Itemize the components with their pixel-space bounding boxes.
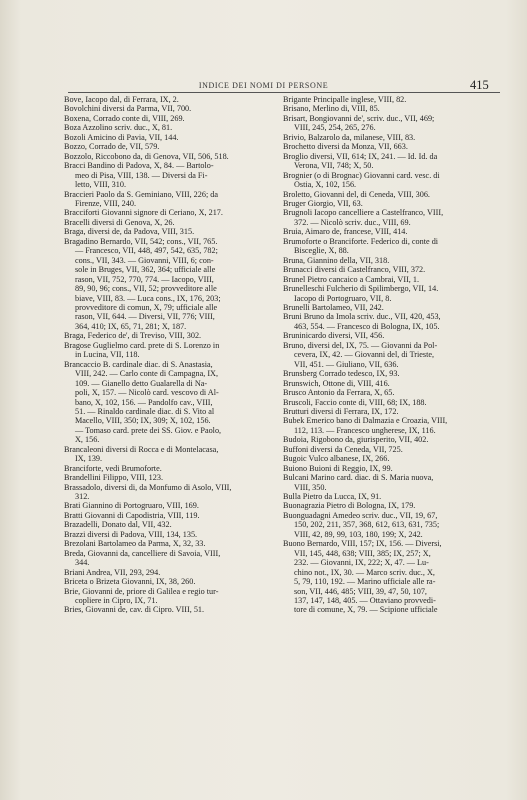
index-entry: Broglio diversi, VII, 614; IX, 241. — Id. Id. da Verona, VII, 748; X, 50.	[283, 151, 438, 171]
index-entry: Bulcani Marino card. diac. di S. Maria nuova, VIII, 350.	[283, 473, 434, 492]
index-column-right	[283, 95, 497, 615]
index-entry: Brazzi diversi di Padova, VIII, 134, 135.	[64, 529, 198, 539]
index-entry: Bracciforti Giovanni signore di Ceriano, X, 217.	[64, 208, 223, 218]
index-entry: Braccieri Paolo da S. Geminiano, VIII, 226; da Firenze, VIII, 240.	[64, 189, 219, 208]
index-entry: Bratti Giovanni di Capodistria, VIII, 119.	[64, 510, 200, 520]
index-entry: Bragose Guglielmo card. prete di S. Lorenzo in in Lucina, VII, 118.	[64, 340, 220, 360]
index-entry: Brognier (o di Brognac) Giovanni card. vesc. di Ostia, X, 102, 156.	[283, 170, 440, 190]
index-entry: Brunacci diversi di Castelfranco, VIII, 372.	[283, 265, 426, 275]
index-entry: Bracelli diversi di Genova, X, 26.	[64, 217, 175, 227]
index-entry: Bozzolo, Riccobono da, di Genova, VII, 506, 518.	[64, 151, 229, 161]
index-entry: Brochetto diversi da Monza, VII, 663.	[283, 142, 408, 152]
index-entry: Bruni Bruno da Imola scriv. duc., VII, 420, 453, 463, 554. — Francesco di Bologna, IX, 105.	[283, 312, 441, 331]
index-entry: Brutturi diversi di Ferrara, IX, 172.	[283, 406, 399, 416]
index-entry: Bruninicardo diversi, VII, 456.	[283, 331, 385, 341]
index-entry: Buffoni diversi da Ceneda, VII, 725.	[283, 444, 403, 454]
index-entry: Bruger Giorgio, VII, 63.	[283, 198, 363, 208]
index-entry: Breda, Giovanni da, cancelliere di Savoia, VIII, 344.	[64, 548, 221, 568]
index-entry: Bragadino Bernardo, VII, 542; cons., VII, 765. — Francesco, VII, 448, 497, 542, 635, 782; cons., VII, 343. — Giovanni, VIII, 6; con- sole in Bruges, VII, 362, 364; ufficiale alle rason, VII, 752, 770, 774. — Iacopo, VIII, 89, 90, 96; cons., VII, 52; provveditore alle biave, VIII, 83. — Luca cons., IX, 176, 203; provveditore di comun, X, 79; ufficiale alle rason, VII, 644. — Diversi, VII, 776; VIII, 364, 410; IX, 65, 71, 281; X, 187.	[64, 236, 221, 331]
index-entry: Brumoforte o Branciforte. Federico di, conte di Bisceglie, X, 88.	[283, 236, 439, 256]
index-entry: Boza Azzolino scriv. duc., X, 81.	[64, 123, 173, 133]
index-entry: Brezolani Bartolameo da Parma, X, 32, 33.	[64, 539, 206, 549]
index-entry: Brancaccio B. cardinale diac. di S. Anastasia, VIII, 242. — Carlo conte di Campagna, IX, 109. — Gianello detto Gualarella di Na- poli, X, 157. — Nicolò card. vescovo di Al- bano, X, 102, 156. — Pandolfo cav., VIII, 51. — Rinaldo cardinale diac. di S. Vito al Macello, VIII, 350; IX, 309; X, 102, 156. — Tomaso card. prete dei SS. Giov. e Paolo, X, 156.	[64, 359, 222, 445]
index-entry: Briani Andrea, VII, 293, 294.	[64, 567, 161, 577]
index-entry: Buonguadagni Amedeo scriv. duc., VII, 19, 67, 150, 202, 211, 357, 368, 612, 613, 631, 735; VIII, 42, 89, 99, 103, 180, 199; X, 242.	[283, 510, 440, 539]
index-entry: Branciforte, vedi Brumoforte.	[64, 463, 162, 473]
index-entry: Bruia, Aimaro de, francese, VIII, 414.	[283, 227, 408, 237]
index-entry: Brugnoli Iacopo cancelliere a Castelfranco, VIII, 372. — Nicolò scriv. duc., VIII, 69.	[283, 208, 444, 227]
index-entry: Brusco Antonio da Ferrara, X, 65.	[283, 388, 395, 398]
index-entry: Brunswich, Ottone di, VIII, 416.	[283, 378, 390, 388]
index-entry: Brivio, Balzarolo da, milanese, VIII, 83.	[283, 132, 416, 142]
index-entry: Brati Giannino di Portogruaro, VIII, 169.	[64, 501, 199, 511]
header-rule	[68, 92, 500, 93]
index-entry: Budoia, Rigobono da, giurisperito, VII, 402.	[283, 435, 429, 445]
index-column-left	[64, 95, 268, 615]
index-entry: Buono Bernardo, VIII, 157; IX, 156. — Diversi, VII, 145, 448, 638; VIII, 385; IX, 257; X, 232. — Giovanni, IX, 222; X, 47. — Lu- chino not., IX, 30. — Marco scriv. duc., X, 5, 79, 110, 192. — Marino ufficiale alle ra- son, VII, 446, 485; VIII, 39, 47, 50, 107, 137, 147, 148, 405. — Ottaviano provvedi- tore di comune, X, 79. — Scipione ufficiale	[283, 539, 442, 615]
index-entry: Bruna, Giannino della, VII, 318.	[283, 255, 390, 265]
index-entry: Brunel Pietro cancaico a Cambrai, VII, 1.	[283, 274, 420, 284]
index-entry: Brazadelli, Donato dal, VII, 432.	[64, 520, 172, 530]
index-entry: Bugoic Vulco albanese, IX, 266.	[283, 454, 390, 464]
index-entry: Brunelleschi Fulcherio di Spilimbergo, VII, 14. Iacopo di Portogruaro, VII, 8.	[283, 284, 439, 303]
index-entry: Brie, Giovanni de, priore di Galilea e regio tur- copliere in Cipro, IX, 71.	[64, 586, 219, 606]
index-entry: Brisano, Merlino di, VIII, 85.	[283, 104, 380, 114]
index-entry: Brigante Principalle inglese, VIII, 82.	[283, 95, 407, 104]
index-entry: Brunsberg Corrado tedesco, IX, 93.	[283, 369, 400, 379]
index-entry: Brancaleoni diversi di Rocca e di Montelacasa, IX, 139.	[64, 444, 219, 464]
index-entry: Bubek Emerico bano di Dalmazia e Croazia, VIII, 112, 113. — Francesco ungherese, IX, 116.	[283, 416, 448, 435]
index-entry: Buiono Buioni di Reggio, IX, 99.	[283, 463, 393, 473]
index-entry: Braga, diversi de, da Padova, VIII, 315.	[64, 227, 195, 237]
index-entry: Bruno, diversi del, IX, 75. — Giovanni da Pol- cevera, IX, 42. — Giovanni del, di Trieste, VII, 451. — Giuliano, VII, 636.	[283, 340, 438, 369]
page-number: 415	[470, 78, 489, 92]
index-entry: Brandellini Filippo, VIII, 123.	[64, 473, 164, 483]
index-entry: Broletto, Giovanni del, di Ceneda, VIII, 306.	[283, 189, 430, 199]
running-header: INDICE DEI NOMI DI PERSONE	[198, 81, 329, 90]
index-entry: Braga, Federico de', di Treviso, VIII, 302.	[64, 331, 202, 341]
index-entry: Brassadolo, diversi di, da Monfumo di Asolo, VIII, 312.	[64, 482, 232, 502]
index-entry: Brunelli Bartolameo, VII, 242.	[283, 302, 384, 312]
index-entry: Bove, Iacopo dal, di Ferrara, IX, 2.	[64, 95, 179, 104]
index-entry: Bries, Giovanni de, cav. di Cipro. VIII, 51.	[64, 605, 205, 615]
index-entry: Brisart, Bongiovanni de', scriv. duc., VII, 469; VIII, 245, 254, 265, 276.	[283, 113, 435, 133]
index-entry: Buonagrazia Pietro di Bologna, IX, 179.	[283, 501, 416, 511]
index-entry: Bozzo, Corrado de, VII, 579.	[64, 142, 160, 152]
index-entry: Boxena, Corrado conte di, VIII, 269.	[64, 113, 185, 123]
index-entry: Bovolchini diversi da Parma, VII, 700.	[64, 104, 192, 114]
index-entry: Bracci Bandino di Padova, X, 84. — Bartolo- meo di Pisa, VIII, 138. — Diversi da Fi- letto, VIII, 310.	[64, 161, 214, 190]
index-entry: Bruscoli, Faccio conte di, VIII, 68; IX, 188.	[283, 397, 427, 407]
index-entry: Bozoli Amicino di Pavia, VII, 144.	[64, 132, 179, 142]
index-entry: Bulla Pietro da Lucca, IX, 91.	[283, 492, 382, 502]
index-entry: Briceta o Brizeta Giovanni, IX, 38, 260.	[64, 577, 196, 587]
